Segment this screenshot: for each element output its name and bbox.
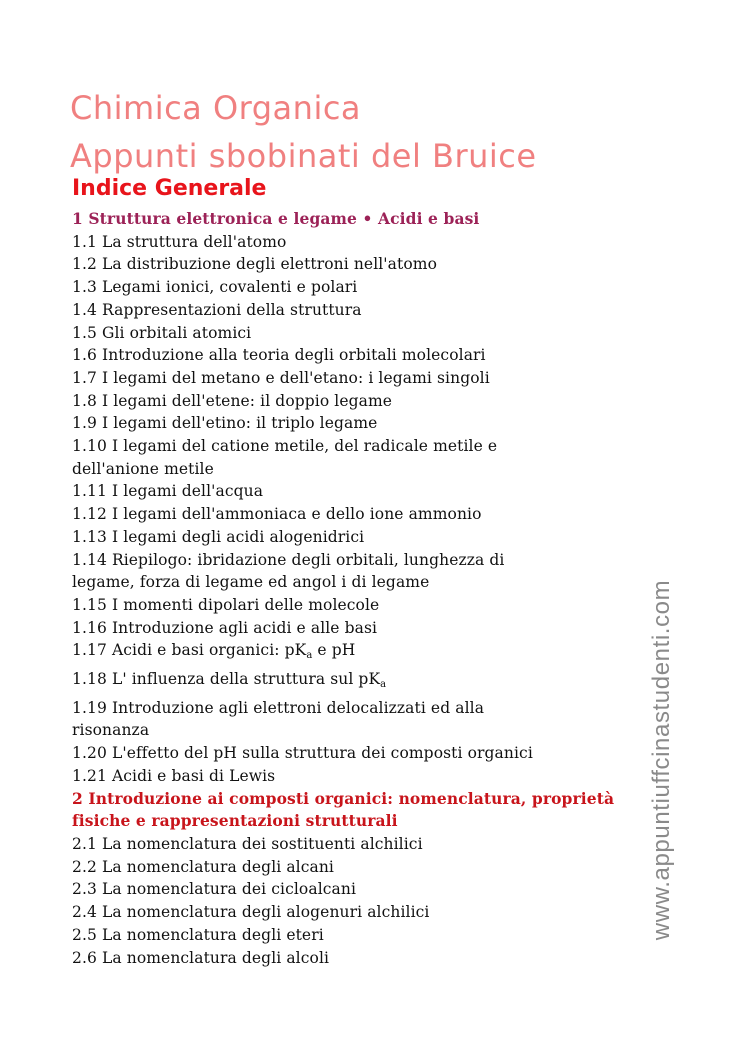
toc-entry: 1.21 Acidi e basi di Lewis	[72, 766, 276, 785]
toc-entry: 1.1 La struttura dell'atomo	[72, 232, 287, 251]
index-heading: Indice Generale	[72, 176, 267, 201]
toc-entry: legame, forza di legame ed angol i di legame	[72, 573, 430, 592]
toc-entry: 2.5 La nomenclatura degli eteri	[72, 925, 324, 944]
toc-entry: 1.3 Legami ionici, covalenti e polari	[72, 278, 358, 297]
toc-entry: 1.15 I momenti dipolari delle molecole	[72, 595, 380, 614]
toc-chapter-heading: 1 Struttura elettronica e legame • Acidi e basi	[72, 209, 480, 228]
toc-chapter-heading: fisiche e rappresentazioni strutturali	[72, 811, 398, 831]
toc-entry: 2.1 La nomenclatura dei sostituenti alchilici	[72, 834, 423, 853]
toc-entry: risonanza	[72, 721, 150, 740]
table-of-contents	[72, 208, 672, 969]
toc-entry: 1.10 I legami del catione metile, del radicale metile e	[72, 437, 498, 456]
toc-entry: 1.8 I legami dell'etene: il doppio legame	[72, 391, 393, 410]
toc-entry: 1.12 I legami dell'ammoniaca e dello ione ammonio	[72, 505, 482, 524]
toc-entry: 2.6 La nomenclatura degli alcoli	[72, 948, 330, 967]
toc-entry: 2.2 La nomenclatura degli alcani	[72, 857, 334, 876]
toc-entry: 1.11 I legami dell'acqua	[72, 482, 264, 501]
watermark: www.appuntiuffcinastudenti.com	[648, 579, 675, 941]
page-subtitle: Appunti sbobinati del Bruice	[70, 137, 537, 175]
toc-entry: 1.20 L'effetto del pH sulla struttura dei composti organici	[72, 744, 533, 763]
toc-entry: 1.2 La distribuzione degli elettroni nell'atomo	[72, 255, 437, 274]
toc-entry: 1.13 I legami degli acidi alogenidrici	[72, 527, 365, 546]
toc-entry: 1.14 Riepilogo: ibridazione degli orbitali, lunghezza di	[72, 550, 505, 569]
toc-chapter-heading: 2 Introduzione ai composti organici: nomenclatura, proprietà	[72, 788, 615, 808]
toc-entry: 1.17 Acidi e basi organici: $pK_a$ e pH	[72, 641, 356, 662]
toc-entry: 1.7 I legami del metano e dell'etano: i legami singoli	[72, 368, 490, 387]
toc-entry: 1.4 Rappresentazioni della struttura	[72, 300, 362, 319]
toc-entry: 1.9 I legami dell'etino: il triplo legame	[72, 414, 378, 433]
page-title: Chimica Organica	[70, 89, 362, 127]
toc-entry: 1.18 L' influenza della struttura sul $pK_a$	[72, 670, 387, 691]
toc-entry: 2.3 La nomenclatura dei cicloalcani	[72, 880, 357, 899]
toc-entry: 1.6 Introduzione alla teoria degli orbitali molecolari	[72, 346, 486, 365]
toc-entry: 1.19 Introduzione agli elettroni delocalizzati ed alla	[72, 698, 485, 717]
toc-entry: 2.4 La nomenclatura degli alogenuri alchilici	[72, 903, 430, 922]
toc-entry: 1.5 Gli orbitali atomici	[72, 323, 252, 342]
toc-entry: dell'anione metile	[72, 459, 214, 478]
toc-entry: 1.16 Introduzione agli acidi e alle basi	[72, 618, 378, 637]
